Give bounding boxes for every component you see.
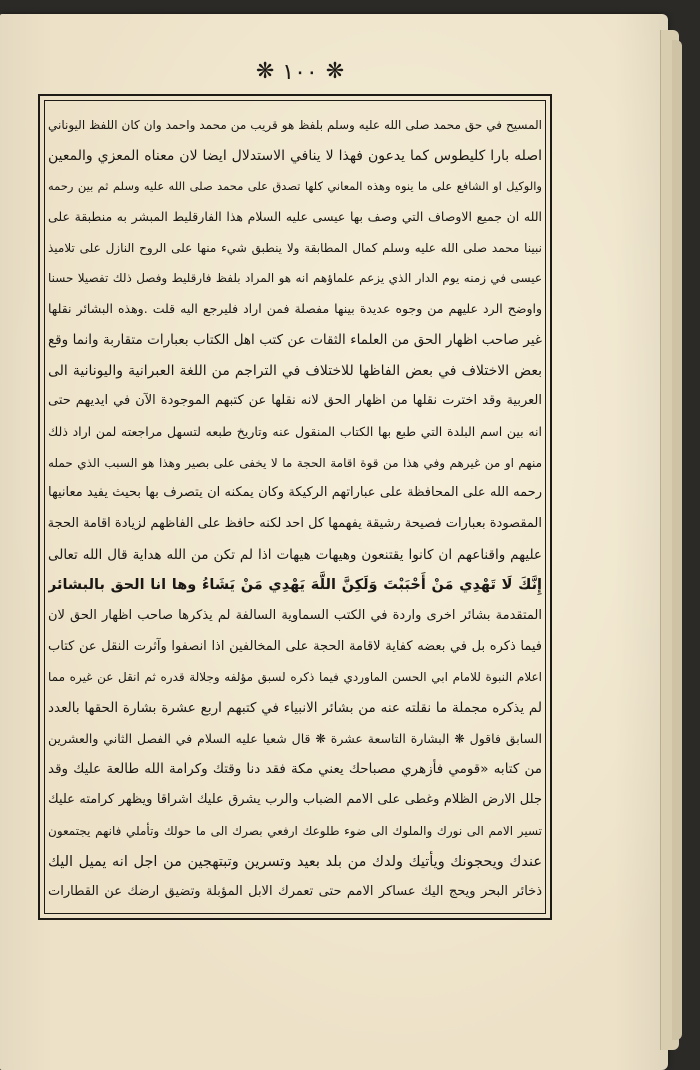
- text-line-12: منهم او من غيرهم وفي هذا من قوة اقامة الحجة ما لا يخفى على بصير وهذا هو السبب الذي حمله: [48, 455, 542, 470]
- text-line-23: جلل الارض الظلام وغطى على الامم الضباب والرب يشرق عليك اشراقا ويظهر كرامته عليك: [48, 792, 542, 808]
- page-header: [0, 52, 600, 92]
- ornament-left-icon: ❋: [255, 59, 275, 84]
- text-line-25: عندك ويحجونك ويأتيك ولدك من بلد بعيد وتسرين وتبتهجين من اجل انه يميل اليك: [48, 853, 542, 870]
- text-line-7: واوضح الرد عليهم من وجوه عديدة بينها مفصلة فمن اراد فليرجع اليه قلت .وهذه البشائر نقلها: [48, 301, 542, 317]
- text-line-2: اصله بارا كليطوس كما يدعون فهذا لا ينافي الاستدلال ايضا لان معناه المعزي والمعين: [48, 147, 542, 164]
- text-line-13: رحمه الله على المحافظة على عباراتهم الركيكة وكان يمكنه ان يتصرف بها بحيث يفيد معانيها: [48, 485, 542, 501]
- text-line-3: والوكيل او الشافع على ما ينوه وهذه المعاني كلها تصدق على محمد صلى الله عليه وسلم ثم بين رحمه: [48, 179, 542, 194]
- page-edge-back: [672, 40, 682, 1040]
- text-line-26: ذخائر البحر ويحج اليك عساكر الامم حتى تعمرك الابل المؤبلة وتضيق ارضك عن القطارات: [48, 884, 542, 900]
- text-line-21: السابق فاقول ❋ البشارة التاسعة عشرة ❋ قال شعيا عليه السلام في الفصل الثاني والعشرين: [48, 730, 542, 746]
- text-line-4: الله ان جميع الاوصاف التي وصف بها عيسى عليه السلام هذا الفارقليط المبشر به منطبقة على: [48, 209, 542, 225]
- text-line-19: اعلام النبوة للامام ابي الحسن الماوردي فيما ذكره لسبق مؤلفه وجلالة قدره ثم انقل عن غيره مما: [48, 670, 542, 685]
- ornament-right-icon: ❋: [325, 59, 345, 84]
- text-line-15: عليهم واقناعهم ان كانوا يقتنعون وهيهات هيهات اذا لم تكن من الله هداية قال الله تعالى: [48, 546, 542, 563]
- text-line-9: بعض الاختلاف في بعض الفاظها للاختلاف في التراجم من اللغة العبرانية واليونانية الى: [48, 362, 542, 379]
- text-line-14: المقصودة بعبارات فصيحة رشيقة يفهمها كل احد لكنه حافظ على الفاظهم لزيادة اقامة الحجة: [48, 515, 542, 531]
- text-line-10: العربية وقد اخترت نقلها من اظهار الحق لانه نقلها عن كتبهم الموجودة الآن في ايديهم حتى: [48, 393, 542, 409]
- text-line-11: انه بين اسم البلدة التي طبع بها الكتاب المنقول عنه وتاريخ طبعه لتسهل مراجعته لمن اراد ذلك: [48, 423, 542, 439]
- text-line-17: المتقدمة بشائر اخرى واردة في الكتب السماوية السالفة لم يذكرها صاحب اظهار الحق لان: [48, 608, 542, 623]
- quran-verse-line: إِنَّكَ لَا تَهْدِي مَنْ أَحْبَبْتَ وَلَكِنَّ اللَّهَ يَهْدِي مَنْ يَشَاءُ وها انا الحق بالبشائر: [48, 577, 542, 594]
- text-line-6: عيسى في زمنه يوم الدار الذي يزعم علماؤهم انه هو المراد بلفظ فارقليط وفصل ذلك تفصيلا حسنا: [48, 271, 542, 286]
- text-line-18: فيما ذكره بل في بعضه كفاية لاقامة الحجة على المخالفين اذا انصفوا وآثرت النقل عن كتاب: [48, 638, 542, 654]
- text-line-8: غير صاحب اظهار الحق من العلماء الثقات عن كتب اهل الكتاب بعبارات متقاربة وانما وقع: [48, 331, 542, 348]
- page-number: ١٠٠: [282, 59, 318, 85]
- text-line-20: لم يذكره مجملة ما نقلته عنه من بشائر الانبياء في كتبهم اربع عشرة بشارة الحقها بالعدد: [48, 700, 542, 717]
- text-line-1: المسيح في حق محمد صلى الله عليه وسلم بلفظ هو قريب من محمد واحمد وان كان اللفظ اليوناني: [48, 118, 542, 132]
- text-line-22: من كتابه «قومي فأزهري مصباحك يعني مكة فقد دنا وقتك وكرامة الله طالعة عليك وقد: [48, 761, 542, 778]
- body-text: [48, 110, 542, 910]
- text-line-5: نبينا محمد صلى الله عليه وسلم كمال المطابقة ولا ينطبق شيء منها على الروح النازل على تلاميذ: [48, 240, 542, 255]
- text-line-24: تسير الامم الى نورك والملوك الى ضوء طلوعك ارفعي بصرك الى ما حولك وتأملي فانهم يجتمعون: [48, 823, 542, 838]
